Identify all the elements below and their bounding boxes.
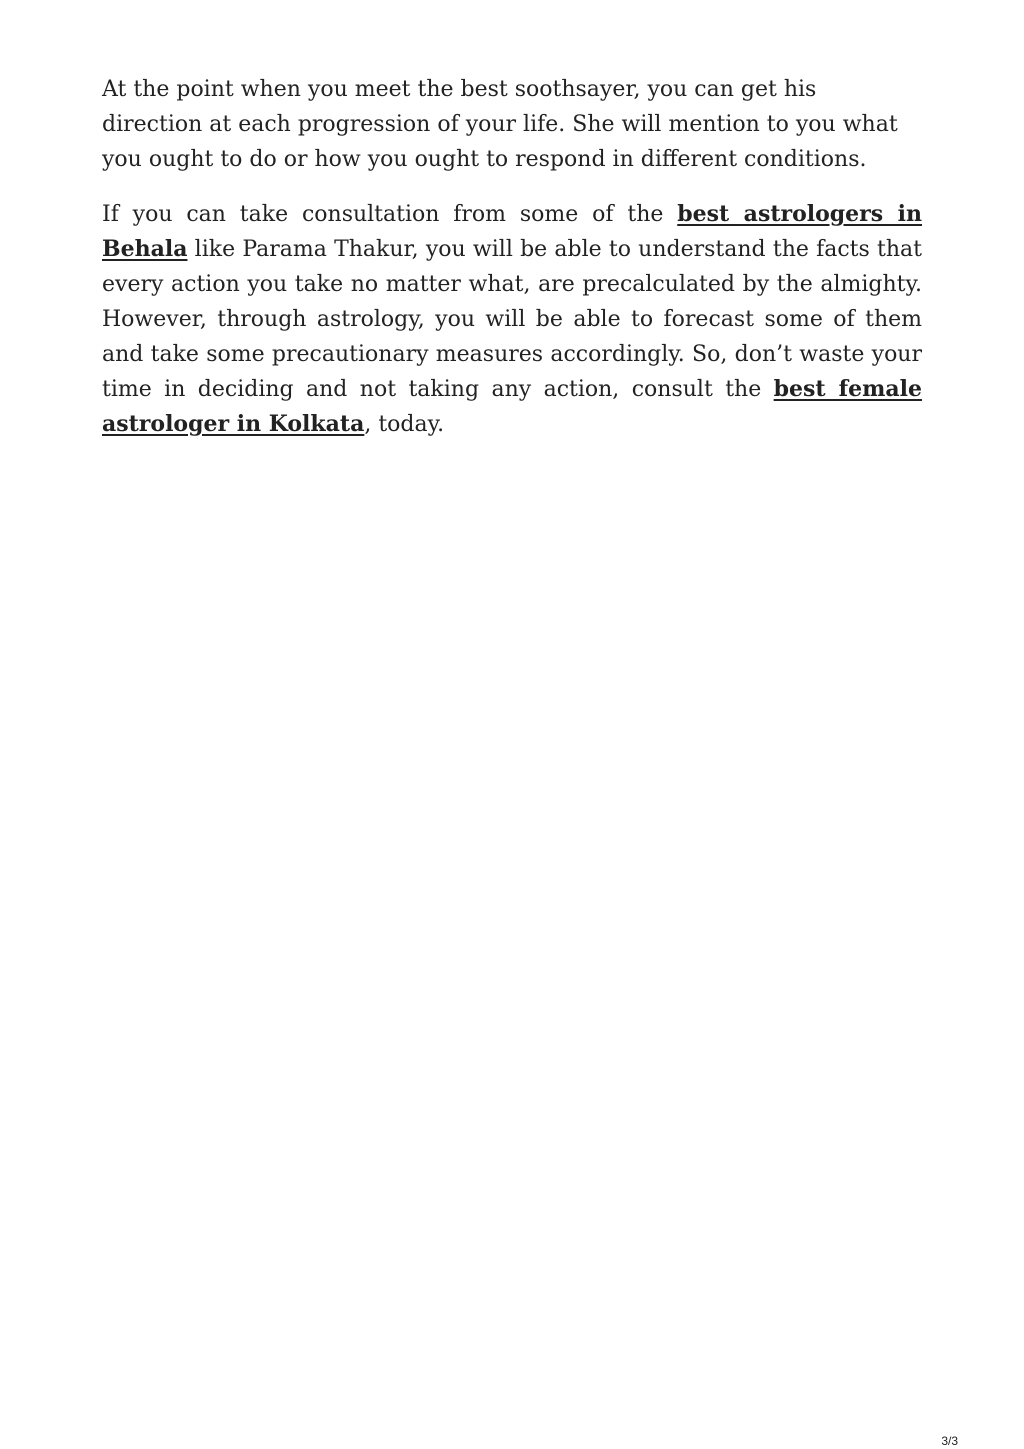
link-best-female-astrologer-kolkata[interactable]: best female astrologer in Kolkata [102, 376, 922, 437]
page-number: 3/3 [941, 1434, 958, 1448]
paragraph-2 [102, 197, 922, 442]
paragraph-2-text-end: , today. [364, 412, 445, 437]
article-body [102, 72, 922, 462]
paragraph-1: At the point when you meet the best soothsayer, you can get his direction at each progression of your life. She will mention to you what you ought to do or how you ought to respond in different conditions. [102, 77, 898, 172]
paragraph-2-text-start: If you can take consultation from some of the [102, 202, 678, 227]
link-best-astrologers-behala[interactable]: best astrologers in Behala [102, 201, 922, 262]
paragraph-2-text-middle: like Parama Thakur, you will be able to understand the facts that every action you take no matter what, are precalculated by the almighty. However, through astrology, you will be able to forecast some of them and take some precautionary measures accordingly. So, don’t waste your time in deciding and not taking any action, consult the [102, 237, 922, 402]
